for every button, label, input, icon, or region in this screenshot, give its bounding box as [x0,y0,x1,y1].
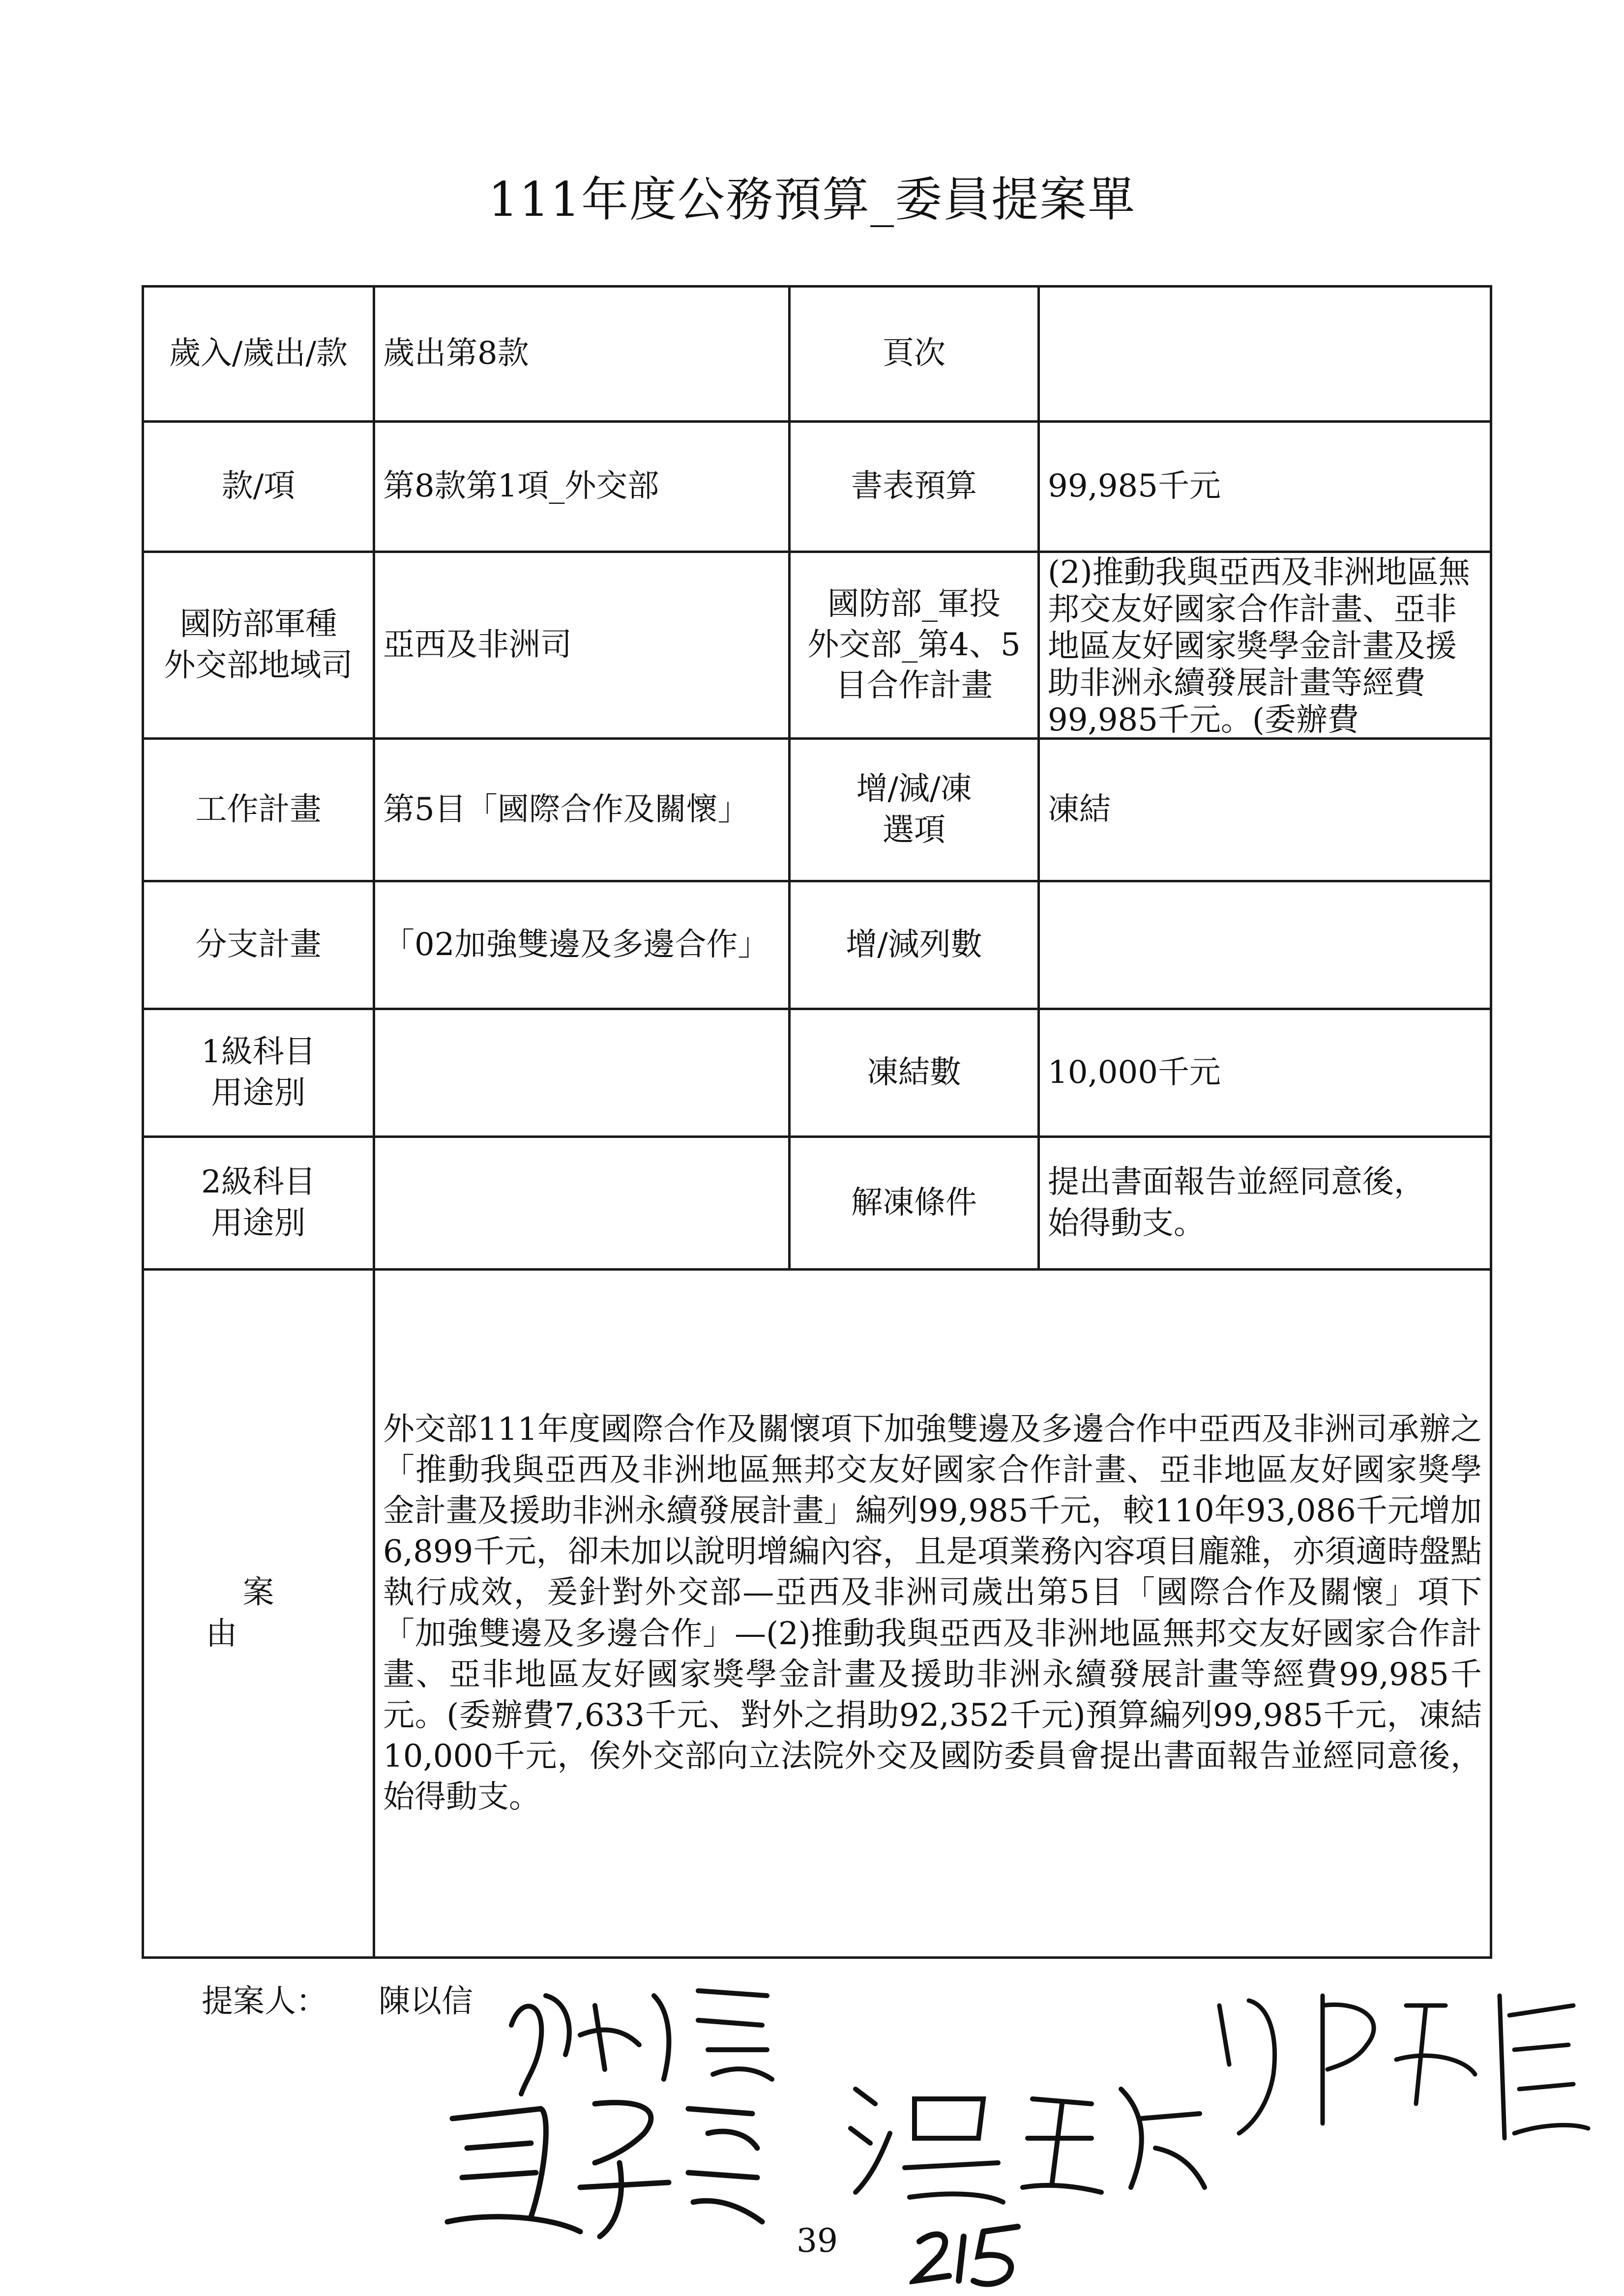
page-number: 39 [797,2222,838,2260]
label-frozen-amount: 凍結數 [790,1009,1039,1137]
label-unfreeze-condition: 解凍條件 [790,1137,1039,1270]
value-unfreeze-condition: 提出書面報告並經同意後， 始得動支。 [1039,1137,1491,1270]
label-department: 國防部軍種 外交部地域司 [143,552,374,739]
label-adjust-option: 增/減/凍 選項 [790,739,1039,881]
row-section [143,422,1491,552]
value-section: 第8款第1項_外交部 [374,422,790,552]
row-level1-subject [143,1009,1491,1137]
row-reason [143,1270,1491,1958]
value-account: 歲出第8款 [374,287,790,422]
proposal-form-table [142,285,1492,1959]
signature-4 [1200,1976,1593,2153]
value-cooperation-plan-cell [1039,552,1491,739]
value-frozen-amount: 10,000千元 [1039,1009,1491,1137]
value-adjust-option: 凍結 [1039,739,1491,881]
value-cooperation-plan: (2)推動我與亞西及非洲地區無邦交友好國家合作計畫、亞非地區友好國家獎學金計畫及援助非洲永續發展計畫等經費99,985千元。(委辦費 [1048,554,1470,736]
value-level2-subject [374,1137,790,1270]
label-page: 頁次 [790,287,1039,422]
value-page [1039,287,1491,422]
label-reason-cell [143,1270,374,1958]
value-statement-budget: 99,985千元 [1039,422,1491,552]
value-level1-subject [374,1009,790,1137]
proposer-label: 提案人： [202,1983,327,2020]
handwritten-page-number [910,2217,1028,2291]
row-department [143,552,1491,739]
signature-3 [836,2069,1210,2217]
row-work-plan [143,739,1491,881]
value-department: 亞西及非洲司 [374,552,790,739]
label-level1-subject: 1級科目 用途別 [143,1009,374,1137]
label-account: 歲入/歲出/款 [143,287,374,422]
label-level2-subject: 2級科目 用途別 [143,1137,374,1270]
page-title: 111年度公務預算_委員提案單 [488,172,1136,227]
label-adjust-amount: 增/減列數 [790,881,1039,1009]
row-level2-subject [143,1137,1491,1270]
label-section: 款/項 [143,422,374,552]
label-statement-budget: 書表預算 [790,422,1039,552]
label-cooperation-plan: 國防部_軍投 外交部_第4、5 目合作計畫 [790,552,1039,739]
label-branch-plan: 分支計畫 [143,881,374,1009]
label-reason: 案由 [206,1574,348,1652]
value-adjust-amount [1039,881,1491,1009]
row-branch-plan [143,881,1491,1009]
reason-text: 外交部111年度國際合作及關懷項下加強雙邊及多邊合作中亞西及非洲司承辦之「推動我與亞西及非洲地區無邦交友好國家合作計畫、亞非地區友好國家獎學金計畫及援助非洲永續發展計畫」編列99,985千元，較110年93,086千元增加6,899千元，卻未加以說明增編內容，且是項業務內容項目龐雜，亦須適時盤點執行成效，爰針對外交部—亞西及非洲司歲出第5目「國際合作及關懷」項下「加強雙邊及多邊合作」—(2)推動我與亞西及非洲地區無邦交友好國家合作計畫、亞非地區友好國家獎學金計畫及援助非洲永續發展計畫等經費99,985千元。(委辦費7,633千元、對外之捐助92,352千元)預算編列99,985千元，凍結10,000千元，俟外交部向立法院外交及國防委員會提出書面報告並經同意後，始得動支。 [374,1270,1491,1958]
value-work-plan: 第5目「國際合作及關懷」 [374,739,790,881]
row-account [143,287,1491,422]
label-work-plan: 工作計畫 [143,739,374,881]
signature-2 [433,2074,777,2256]
value-branch-plan: 「02加強雙邊及多邊合作」 [374,881,790,1009]
proposer-name: 陳以信 [379,1983,473,2020]
